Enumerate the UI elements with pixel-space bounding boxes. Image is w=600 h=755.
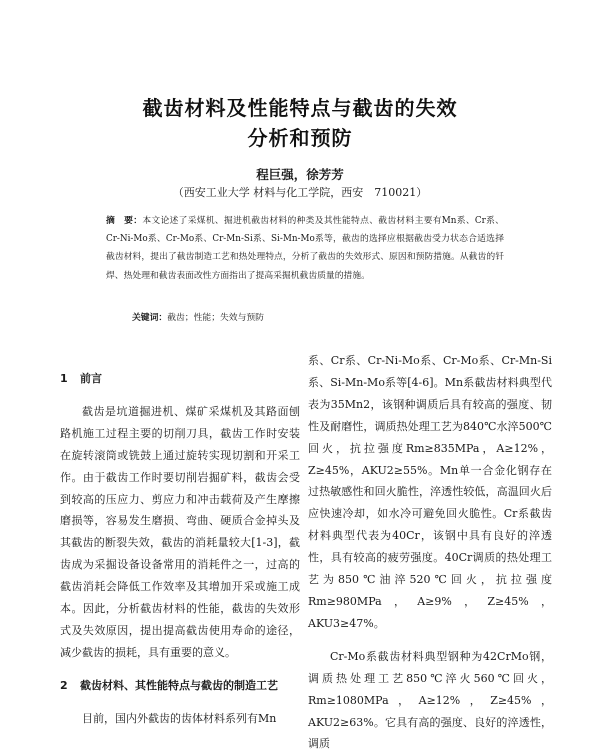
body-paragraph: 系、Cr系、Cr-Ni-Mo系、Cr-Mo系、Cr-Mn-Si系、Si-Mn-Mo系等[4-6]。Mn系截齿材料典型代表为35Mn2，该钢种调质后具有较高的强度、韧性及耐磨性，调质热处理工艺为840℃水淬500℃回火，抗拉强度Rm≥835MPa，A≥12%，Z≥45%，AKU2≥55%。Mn单一合金化钢存在过热敏感性和回火脆性，淬透性较低，高温回火后应快速冷却，如水冷可避免回火脆性。Cr系截齿材料典型代表为40Cr，该钢中具有良好的淬透性，具有较高的疲劳强度。40Cr调质的热处理工艺为850℃油淬520℃回火，抗拉强度Rm≥980MPa，A≥9%，Z≥45%，AKU3≥47%。 [308,354,552,630]
section-title: 截齿材料、其性能特点与截齿的制造工艺 [80,678,278,692]
authors: 程巨强，徐芳芳 [256,167,344,182]
section-heading-1 [60,368,300,390]
right-column [308,350,552,755]
section-number: 1 [60,372,68,385]
left-column [60,368,300,730]
keywords [132,310,264,323]
keywords-label: 关键词： [132,313,168,323]
body-paragraph: 截齿是坑道掘进机、煤矿采煤机及其路面刨路机施工过程主要的切削刀具，截齿工作时安装在旋转滚筒或铣鼓上通过旋转实现切割和开采工作。由于截齿工作时要切削岩掘矿料，截齿会受到较高的压应力、剪应力和冲击载荷及产生摩擦磨损等，容易发生磨损、弯曲、硬质合金掉头及其截齿的断裂失效，截齿的消耗量较大[1-3]，截齿成为采掘设备设备常用的消耗件之一，过高的截齿消耗会降低工作效率及其增加开采或施工成本。因此，分析截齿材料的性能，截齿的失效形式及失效原因，提出提高截齿使用寿命的途径，减少截齿的损耗，具有重要的意义。 [60,404,300,659]
paper-title-line-1: 截齿材料及性能特点与截齿的失效 [142,96,458,120]
keywords-text: 截齿；性能；失效与预防 [167,313,264,323]
abstract [106,212,504,285]
section-number: 2 [60,678,68,692]
abstract-text: 本文论述了采煤机、掘进机截齿材料的种类及其性能特点、截齿材料主要有Mn系、Cr系、Cr-Ni-Mo系、Cr-Mo系、Cr-Mn-Si系、Si-Mn-Mo系等，截齿的选择应根据截齿受力状态合适选择截齿材料，提出了截齿制造工艺和热处理特点，分析了截齿的失效形式、原因和预防措施。从截齿的钎焊、热处理和截齿表面改性方面指出了提高采掘机截齿质量的措施。 [106,216,504,281]
abstract-label: 摘 要： [106,216,143,226]
affiliation: （西安工业大学 材料与化工学院，西安 710021） [172,186,428,199]
section-title: 前言 [80,372,102,385]
section-heading-2 [60,675,300,697]
paper-title-line-2: 分析和预防 [247,126,353,150]
body-paragraph: 目前，国内外截齿的齿体材料系列有Mn [82,711,277,725]
body-paragraph: Cr-Mo系截齿材料典型钢种为42CrMo钢，调质热处理工艺850℃淬火560℃回火，Rm≥1080MPa，A≥12%，Z≥45%，AKU2≥63%。它具有高的强度、良好的淬透性，调质 [308,649,552,751]
